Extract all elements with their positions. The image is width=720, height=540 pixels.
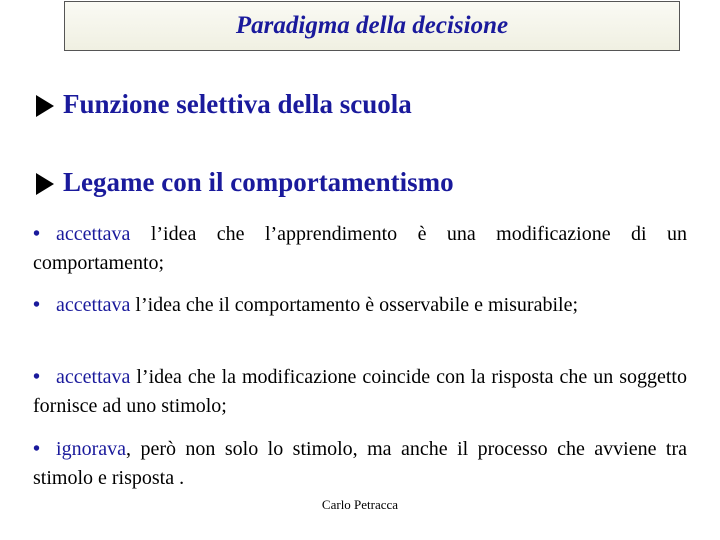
bullet-item-1 <box>33 220 687 278</box>
arrow-right-icon <box>36 95 54 117</box>
slide-title: Paradigma della decisione <box>235 12 509 39</box>
bullet-keyword: ignorava <box>56 438 126 460</box>
title-box <box>64 1 680 51</box>
heading-2-text: Legame con il comportamentismo <box>63 167 454 197</box>
bullet-text: l’idea che l’apprendimento è una modificazione di un comportamento; <box>33 223 687 274</box>
heading-1-text: Funzione selettiva della scuola <box>63 89 412 119</box>
bullet-item-4 <box>33 435 687 493</box>
bullet-item-2 <box>33 291 687 320</box>
bullet-item-3 <box>33 363 687 421</box>
footer-author: Carlo Petracca <box>321 497 399 512</box>
heading-funzione-selettiva <box>36 89 412 120</box>
bullet-keyword: accettava <box>56 366 131 388</box>
heading-legame-comportamentismo <box>36 167 454 198</box>
bullet-marker: • <box>33 366 41 388</box>
arrow-right-icon <box>36 173 54 195</box>
bullet-text: , però non solo lo stimolo, ma anche il processo che avviene tra stimolo e risposta . <box>33 438 687 489</box>
bullet-text: l’idea che la modificazione coincide con la risposta che un soggetto fornisce ad uno stimolo; <box>33 366 687 417</box>
bullet-keyword: accettava <box>56 223 131 245</box>
bullet-marker: • <box>33 294 41 316</box>
bullet-marker: • <box>33 223 41 245</box>
bullet-keyword: accettava <box>56 294 131 316</box>
bullet-marker: • <box>33 438 41 460</box>
bullet-text: l’idea che il comportamento è osservabile e misurabile; <box>130 294 579 316</box>
